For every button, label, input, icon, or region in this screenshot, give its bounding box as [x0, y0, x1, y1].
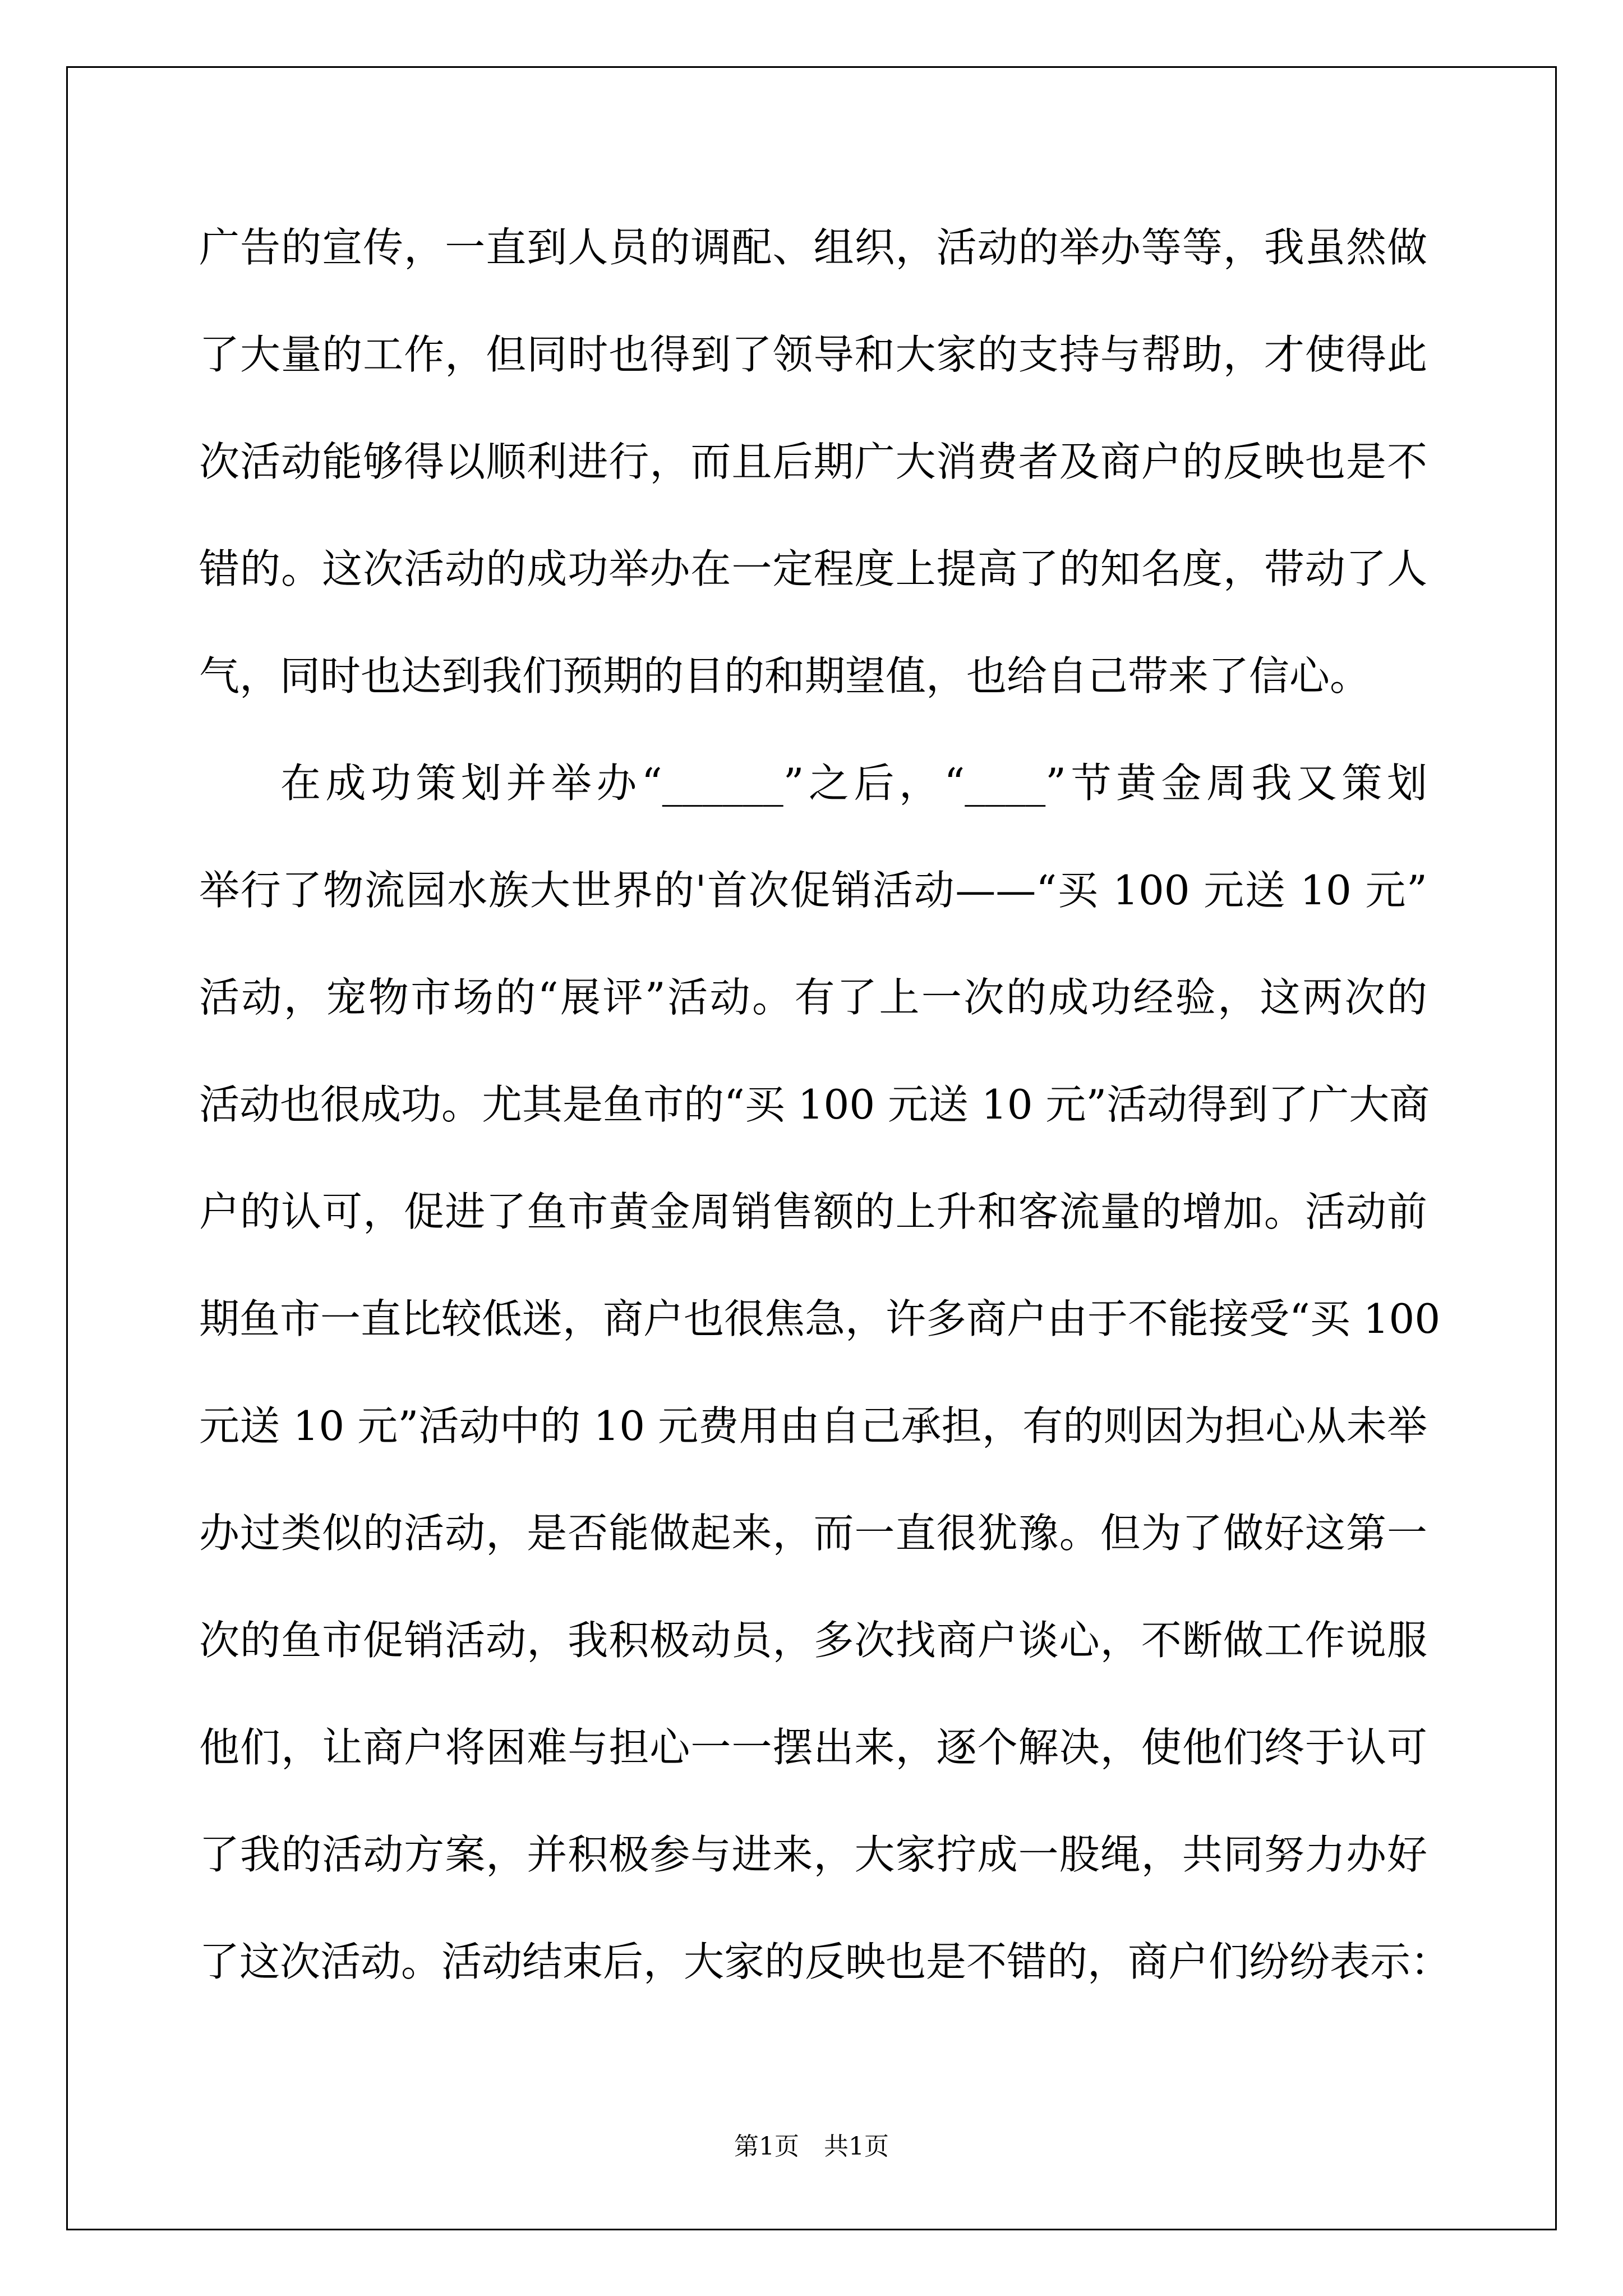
- text-line: 元送 10 元”活动中的 10 元费用由自己承担，有的则因为担心从未举: [199, 1402, 1427, 1450]
- document-body: [199, 214, 1451, 2036]
- text-line: 活动也很成功。尤其是鱼市的“买 100 元送 10 元”活动得到了广大商: [199, 1081, 1430, 1128]
- text-line: 错的。这次活动的成功举办在一定程度上提高了的知名度，带动了人: [199, 545, 1427, 592]
- page-footer: 第1页 共1页: [734, 2132, 889, 2161]
- paragraph-1: [199, 214, 1427, 750]
- paragraph-2: [199, 750, 1451, 2036]
- text-line: 举行了物流园水族大世界的'首次促销活动——“买 100 元送 10 元”: [199, 867, 1427, 914]
- text-line: 他们，让商户将困难与担心一一摆出来，逐个解决，使他们终于认可: [199, 1724, 1427, 1771]
- text-line: 次活动能够得以顺利进行，而且后期广大消费者及商户的反映也是不: [199, 438, 1427, 485]
- text-line: 了我的活动方案，并积极参与进来，大家拧成一股绳，共同努力办好: [199, 1831, 1427, 1878]
- text-line: 广告的宣传，一直到人员的调配、组织，活动的举办等等，我虽然做: [199, 224, 1427, 271]
- text-line: 了大量的工作，但同时也得到了领导和大家的支持与帮助，才使得此: [199, 331, 1427, 378]
- text-line: 期鱼市一直比较低迷，商户也很焦急，许多商户由于不能接受“买 100: [199, 1295, 1441, 1342]
- text-line: 活动，宠物市场的“展评”活动。有了上一次的成功经验，这两次的: [199, 974, 1427, 1021]
- text-line: 办过类似的活动，是否能做起来，而一直很犹豫。但为了做好这第一: [199, 1510, 1427, 1557]
- text-line: 户的认可，促进了鱼市黄金周销售额的上升和客流量的增加。活动前: [199, 1188, 1427, 1235]
- text-line: 气，同时也达到我们预期的目的和期望值，也给自己带来了信心。: [199, 652, 1371, 700]
- text-line: 在成功策划并举办“______”之后，“____”节黄金周我又策划: [280, 760, 1427, 807]
- text-line: 次的鱼市促销活动，我积极动员，多次找商户谈心，不断做工作说服: [199, 1617, 1427, 1664]
- text-line: 了这次活动。活动结束后，大家的反映也是不错的，商户们纷纷表示：: [199, 1938, 1451, 1985]
